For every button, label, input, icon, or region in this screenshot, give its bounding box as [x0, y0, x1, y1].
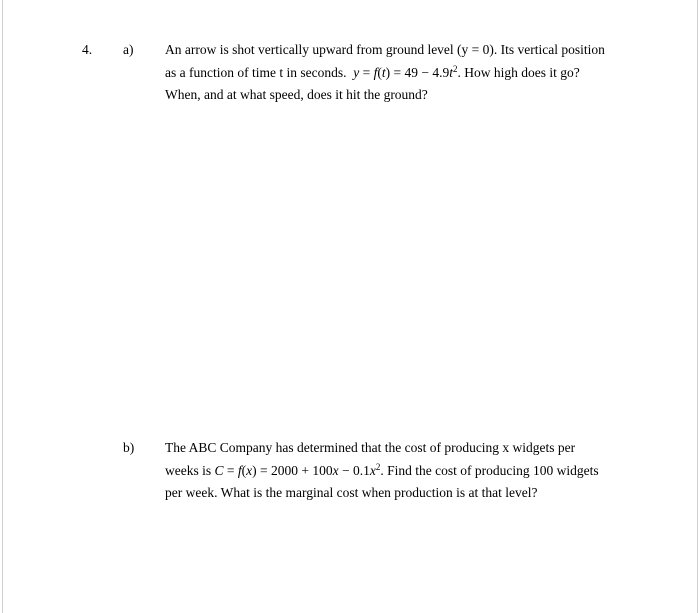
- part-b-line-3: per week. What is the marginal cost when production is at that level?: [165, 485, 538, 500]
- part-a-line-1: An arrow is shot vertically upward from ground level (y = 0). Its vertical position: [165, 42, 605, 57]
- part-b-line-2: [165, 460, 655, 483]
- formula-b-exponent: 2: [375, 461, 381, 472]
- question-number: 4.: [82, 42, 93, 57]
- formula-a-variable: t: [381, 64, 386, 80]
- part-b-line-2-suffix: . Find the cost of producing 100 widgets: [380, 462, 599, 478]
- part-a-line-2-suffix: . How high does it go?: [457, 64, 580, 80]
- formula-b-term-3-variable: x: [369, 462, 376, 478]
- formula-a-constant: 49: [404, 64, 418, 80]
- part-b-text: [165, 437, 655, 505]
- page-left-edge: [2, 0, 3, 613]
- formula-a-exponent: 2: [453, 63, 458, 74]
- part-b-formula: $C = f(x) = 2000 + 100x - 0.1x^2$: [214, 461, 381, 478]
- formula-b-term-1: 2000: [271, 462, 299, 478]
- formula-b-function: f: [237, 462, 242, 478]
- part-a-line-3: When, and at what speed, does it hit the ground?: [165, 87, 428, 102]
- formula-a-function: f: [373, 64, 378, 80]
- formula-b-variable: x: [246, 462, 253, 478]
- part-a-formula: $y = f(t) = 49 - 4.9t^2$: [353, 63, 458, 80]
- formula-a-lhs: y: [353, 64, 360, 80]
- formula-b-term-2-variable: x: [332, 462, 339, 478]
- part-a-label: a): [123, 42, 134, 57]
- page-right-edge: [697, 0, 698, 613]
- part-a-line-2-prefix: as a function of time t in seconds.: [165, 64, 347, 80]
- part-a-line-2: [165, 62, 655, 85]
- formula-a-coefficient: 4.9: [432, 64, 450, 80]
- formula-b-term-2-coefficient: 100: [312, 462, 333, 478]
- part-b-line-2-prefix: weeks is: [165, 462, 212, 478]
- part-b-label: b): [123, 440, 135, 455]
- part-b-line-1: The ABC Company has determined that the cost of producing x widgets per: [165, 440, 576, 455]
- formula-a-term-variable: t: [449, 64, 453, 80]
- part-a-text: [165, 39, 655, 107]
- formula-b-lhs: C: [214, 462, 224, 478]
- formula-b-term-3-coefficient: 0.1: [353, 462, 370, 478]
